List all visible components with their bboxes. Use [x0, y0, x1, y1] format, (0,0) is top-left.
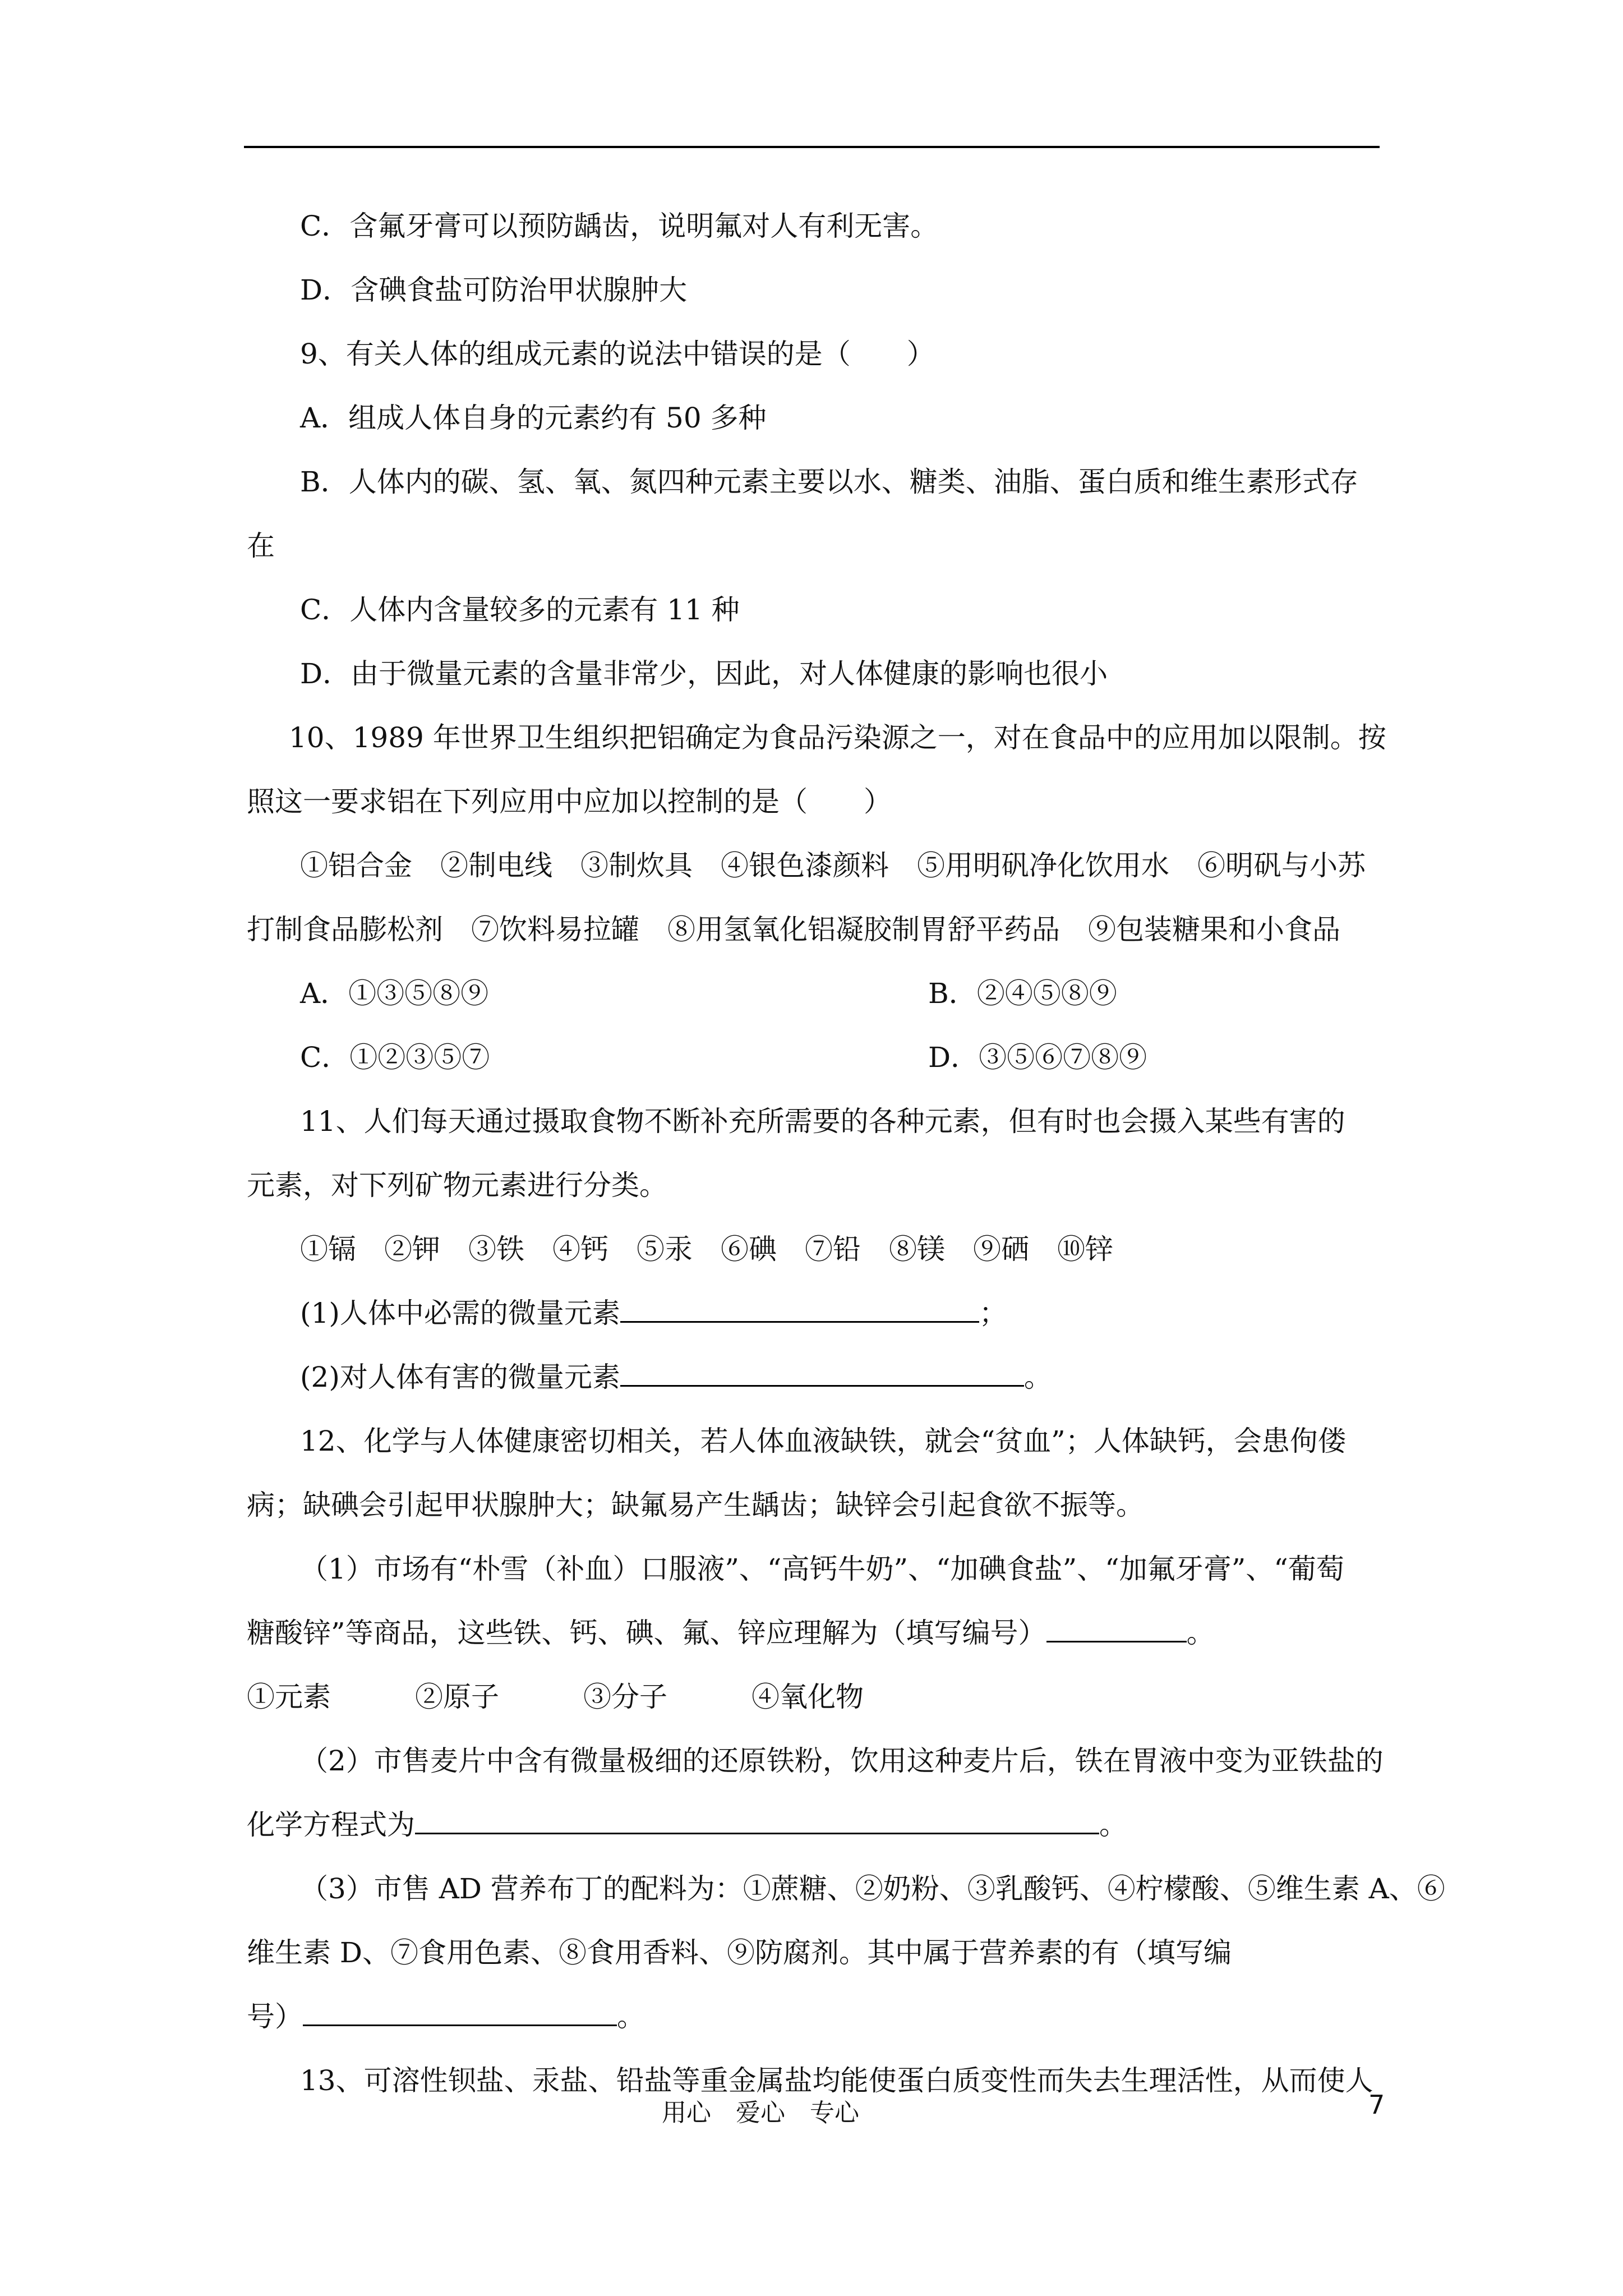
question-11-elements: ①镉 ②钾 ③铁 ④钙 ⑤汞 ⑥碘 ⑦铅 ⑧镁 ⑨硒 ⑩锌 [300, 1233, 1113, 1266]
question-9-stem: 9、有关人体的组成元素的说法中错误的是（ ） [300, 338, 935, 370]
question-12-part-3-text: 号） [247, 2000, 303, 2033]
header-rule [244, 146, 1380, 148]
question-10-items-line1: ①铝合金 ②制电线 ③制炊具 ④银色漆颜料 ⑤用明矾净化饮用水 ⑥明矾与小苏 [300, 849, 1366, 882]
question-9-option-c: C．人体内含量较多的元素有 11 种 [300, 593, 740, 626]
question-11-part-2 [300, 1358, 1052, 1397]
answer-blank[interactable] [620, 1294, 979, 1323]
question-9-option-b-line2: 在 [247, 530, 275, 562]
page-number: 7 [1368, 2090, 1385, 2120]
question-10-option-d: D．③⑤⑥⑦⑧⑨ [928, 1041, 1147, 1074]
question-12-part-3-line2: 维生素 D、⑦食用色素、⑧食用香料、⑨防腐剂。其中属于营养素的有（填写编 [247, 1936, 1232, 1969]
question-12-part-1-options: ①元素 ②原子 ③分子 ④氧化物 [247, 1681, 864, 1713]
question-10-options-row1 [300, 974, 1366, 1013]
question-10-option-c: C．①②③⑤⑦ [300, 1041, 490, 1074]
answer-blank[interactable] [415, 1806, 1099, 1834]
question-8-option-d: D．含碘食盐可防治甲状腺肿大 [300, 274, 688, 306]
question-11-stem-line1: 11、人们每天通过摄取食物不断补充所需要的各种元素，但有时也会摄入某些有害的 [300, 1105, 1345, 1138]
question-10-items-line2: 打制食品膨松剂 ⑦饮料易拉罐 ⑧用氢氧化铝凝胶制胃舒平药品 ⑨包装糖果和小食品 [247, 913, 1340, 946]
punctuation: 。 [1099, 1809, 1127, 1841]
question-11-part-1 [300, 1294, 1007, 1333]
answer-blank[interactable] [620, 1358, 1024, 1387]
question-10-option-a: A．①③⑤⑧⑨ [300, 977, 489, 1010]
question-12-part-3-line1: （3）市售 AD 营养布丁的配料为：①蔗糖、②奶粉、③乳酸钙、④柠檬酸、⑤维生素 A、⑥ [300, 1872, 1445, 1905]
question-12-part-1-line1: （1）市场有“朴雪（补血）口服液”、“高钙牛奶”、“加碘食盐”、“加氟牙膏”、“葡萄 [300, 1553, 1344, 1585]
question-9-option-a: A．组成人体自身的元素约有 50 多种 [300, 402, 767, 434]
question-12-stem-line2: 病；缺碘会引起甲状腺肿大；缺氟易产生龋齿；缺锌会引起食欲不振等。 [247, 1489, 1144, 1521]
question-12-part-1-text: 糖酸锌”等商品，这些铁、钙、碘、氟、锌应理解为（填写编号） [247, 1617, 1046, 1649]
question-12-part-2-line2 [247, 1805, 1127, 1844]
punctuation: 。 [617, 2000, 645, 2033]
footer-slogan: 用心 爱心 专心 [662, 2099, 859, 2127]
punctuation: 。 [1023, 1361, 1052, 1393]
question-12-part-3-line3 [247, 1997, 645, 2036]
question-8-option-c: C．含氟牙膏可以预防龋齿，说明氟对人有利无害。 [300, 210, 939, 242]
question-12-stem-line1: 12、化学与人体健康密切相关，若人体血液缺铁，就会“贫血”；人体缺钙，会患佝偻 [300, 1425, 1346, 1457]
answer-blank[interactable] [1046, 1614, 1187, 1642]
punctuation: 。 [1186, 1617, 1215, 1649]
question-10-options-row2 [300, 1038, 1366, 1077]
answer-blank[interactable] [303, 1998, 617, 2026]
question-11-stem-line2: 元素，对下列矿物元素进行分类。 [247, 1169, 667, 1202]
punctuation: ； [979, 1297, 1007, 1329]
question-10-stem-line2: 照这一要求铝在下列应用中应加以控制的是（ ） [247, 785, 892, 818]
question-9-option-b-line1: B．人体内的碳、氢、氧、氮四种元素主要以水、糖类、油脂、蛋白质和维生素形式存 [300, 466, 1358, 498]
question-12-part-2-text: 化学方程式为 [247, 1809, 415, 1841]
question-11-part-2-label: (2)对人体有害的微量元素 [300, 1361, 620, 1393]
question-10-option-b: B．②④⑤⑧⑨ [928, 977, 1117, 1010]
question-12-part-2-line1: （2）市售麦片中含有微量极细的还原铁粉，饮用这种麦片后，铁在胃液中变为亚铁盐的 [300, 1745, 1384, 1777]
question-10-stem-line1: 10、1989 年世界卫生组织把铝确定为食品污染源之一，对在食品中的应用加以限制。按 [289, 721, 1386, 754]
question-12-part-1-line2 [247, 1613, 1215, 1653]
question-13-stem-line1: 13、可溶性钡盐、汞盐、铅盐等重金属盐均能使蛋白质变性而失去生理活性，从而使人 [300, 2064, 1373, 2097]
question-9-option-d: D．由于微量元素的含量非常少，因此，对人体健康的影响也很小 [300, 657, 1108, 690]
question-11-part-1-label: (1)人体中必需的微量元素 [300, 1297, 620, 1329]
